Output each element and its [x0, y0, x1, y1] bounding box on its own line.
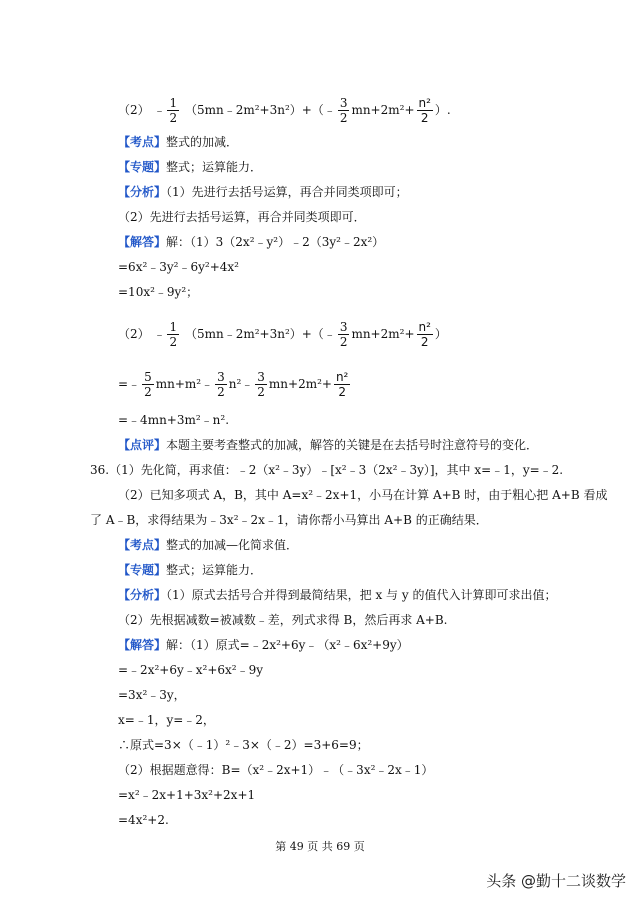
sign: ﹣: [128, 377, 141, 391]
text: ）: [434, 327, 447, 341]
text: ∴原式=3×（﹣1）²﹣3×（﹣2）=3+6=9；: [118, 738, 369, 752]
sign: ﹣: [153, 327, 166, 341]
text: （2）: [118, 103, 150, 117]
text: mn+m²﹣: [155, 377, 214, 391]
text-line: [118, 762, 433, 778]
text: mn+2m²+: [351, 327, 415, 341]
fraction: [215, 370, 227, 399]
text: （2）根据题意得：B=（x²﹣2x+1）﹣（﹣3x²﹣2x﹣1）: [118, 763, 434, 777]
text: =3x²﹣3y，: [118, 688, 186, 702]
tag-dianping: 【点评】: [118, 438, 167, 452]
tag-jieda: 【解答】: [118, 235, 167, 249]
text: （2）: [118, 327, 150, 341]
denominator: 2: [144, 385, 152, 399]
tag-zhuanti: 【专题】: [118, 563, 167, 577]
numerator: 3: [257, 370, 265, 384]
sign: ﹣: [153, 103, 166, 117]
text: 整式；运算能力．: [166, 563, 263, 577]
page-footer: 第 49 页 共 69 页: [275, 840, 365, 853]
text: （5mn﹣2m²+3n²）+（﹣: [184, 103, 336, 117]
fraction: [167, 96, 179, 125]
text: （2）已知多项式 A，B，其中 A=x²﹣2x+1，小马在计算 A+B 时，由于粗心把 A+B 看成: [118, 488, 608, 502]
denominator: 2: [217, 385, 225, 399]
text-line: [118, 712, 215, 728]
dianping-line: [118, 437, 538, 453]
zhuanti-line: [118, 159, 262, 175]
zhuanti-line: [118, 562, 262, 578]
text-line: [90, 512, 488, 528]
text: =4x²+2.: [118, 813, 169, 827]
text: =﹣4mn+3m²﹣n².: [118, 413, 230, 427]
text: mn+2m²+: [268, 377, 332, 391]
kaodian-line: [118, 134, 238, 150]
text-line: [118, 487, 607, 503]
jieda-line: [118, 637, 409, 653]
tag-kaodian: 【考点】: [118, 538, 167, 552]
text: =10x²﹣9y²；: [118, 285, 199, 299]
text: mn+2m²+: [351, 103, 415, 117]
numerator: 5: [144, 370, 152, 384]
text: 整式的加减—化简求值．: [166, 538, 299, 552]
text: =﹣2x²+6y﹣x²+6x²﹣9y: [118, 663, 263, 677]
tag-jieda: 【解答】: [118, 638, 167, 652]
fraction: [338, 320, 350, 349]
fraction: [255, 370, 267, 399]
text: （5mn﹣2m²+3n²）+（﹣: [184, 327, 336, 341]
text: =x²﹣2x+1+3x²+2x+1: [118, 788, 256, 802]
denominator: 2: [339, 335, 348, 349]
jieda-line: [118, 234, 384, 250]
text: ）.: [434, 103, 451, 117]
text: 解：（1）3（2x²﹣y²）﹣2（3y²﹣2x²）: [166, 235, 385, 249]
denominator: 2: [420, 111, 429, 125]
text: =6x²﹣3y²﹣6y²+4x²: [118, 260, 239, 274]
numerator: 3: [339, 96, 348, 110]
numerator: n²: [418, 96, 431, 110]
text-line: [118, 412, 229, 428]
fraction: [142, 370, 154, 399]
denominator: 2: [339, 111, 348, 125]
text-line: [118, 612, 448, 628]
text: （1）原式去括号合并得到最简结果，把 x 与 y 的值代入计算即可求出值；: [166, 588, 557, 602]
tag-zhuanti: 【专题】: [118, 160, 167, 174]
tag-fenxi: 【分析】: [118, 588, 167, 602]
denominator: 2: [169, 111, 178, 125]
fraction: [338, 96, 350, 125]
text-line: [118, 209, 366, 225]
expr-line-3: [118, 370, 352, 399]
numerator: 3: [339, 320, 348, 334]
denominator: 2: [257, 385, 265, 399]
text: x=﹣1，y=﹣2，: [118, 713, 215, 727]
text: =: [118, 377, 129, 391]
text-line: [118, 662, 263, 678]
text-line: [118, 284, 198, 300]
fenxi-line: [118, 184, 408, 200]
text: （1）先进行去括号运算，再合并同类项即可；: [166, 185, 408, 199]
text: 本题主要考查整式的加减，解答的关键是在去括号时注意符号的变化．: [166, 438, 539, 452]
fenxi-line: [118, 587, 556, 603]
text-line: [118, 737, 369, 753]
expr-line-1: [118, 96, 451, 125]
tag-fenxi: 【分析】: [118, 185, 167, 199]
numerator: 1: [169, 96, 178, 110]
denominator: 2: [169, 335, 178, 349]
problem-36: [90, 462, 563, 478]
numerator: n²: [418, 320, 431, 334]
denominator: 2: [420, 335, 429, 349]
denominator: 2: [338, 385, 346, 399]
tag-kaodian: 【考点】: [118, 135, 167, 149]
text-line: [118, 259, 239, 275]
numerator: n²: [335, 370, 349, 384]
text: 36.（1）先化简，再求值：﹣2（x²﹣3y）﹣[x²﹣3（2x²﹣3y）]，其中 x=﹣1，y=﹣2.: [90, 463, 564, 477]
numerator: 3: [217, 370, 225, 384]
text: 了 A﹣B，求得结果为﹣3x²﹣2x﹣1，请你帮小马算出 A+B 的正确结果．: [90, 513, 488, 527]
text: （2）先根据减数=被减数﹣差，列式求得 B，然后再求 A+B.: [118, 613, 448, 627]
fraction: [417, 320, 433, 349]
text: （2）先进行去括号运算，再合并同类项即可．: [118, 210, 366, 224]
expr-line-2: [118, 320, 447, 349]
text-line: [118, 812, 169, 828]
fraction: [167, 320, 179, 349]
numerator: 1: [169, 320, 178, 334]
text: 整式；运算能力．: [166, 160, 263, 174]
fraction: [334, 370, 350, 399]
fraction: [417, 96, 433, 125]
text: 解：（1）原式=﹣2x²+6y﹣（x²﹣6x²+9y）: [166, 638, 409, 652]
kaodian-line: [118, 537, 298, 553]
text-line: [118, 687, 186, 703]
text: 整式的加减．: [166, 135, 239, 149]
text: n²﹣: [228, 377, 254, 391]
text-line: [118, 787, 255, 803]
watermark: 头条 @勤十二谈数学: [486, 872, 626, 890]
